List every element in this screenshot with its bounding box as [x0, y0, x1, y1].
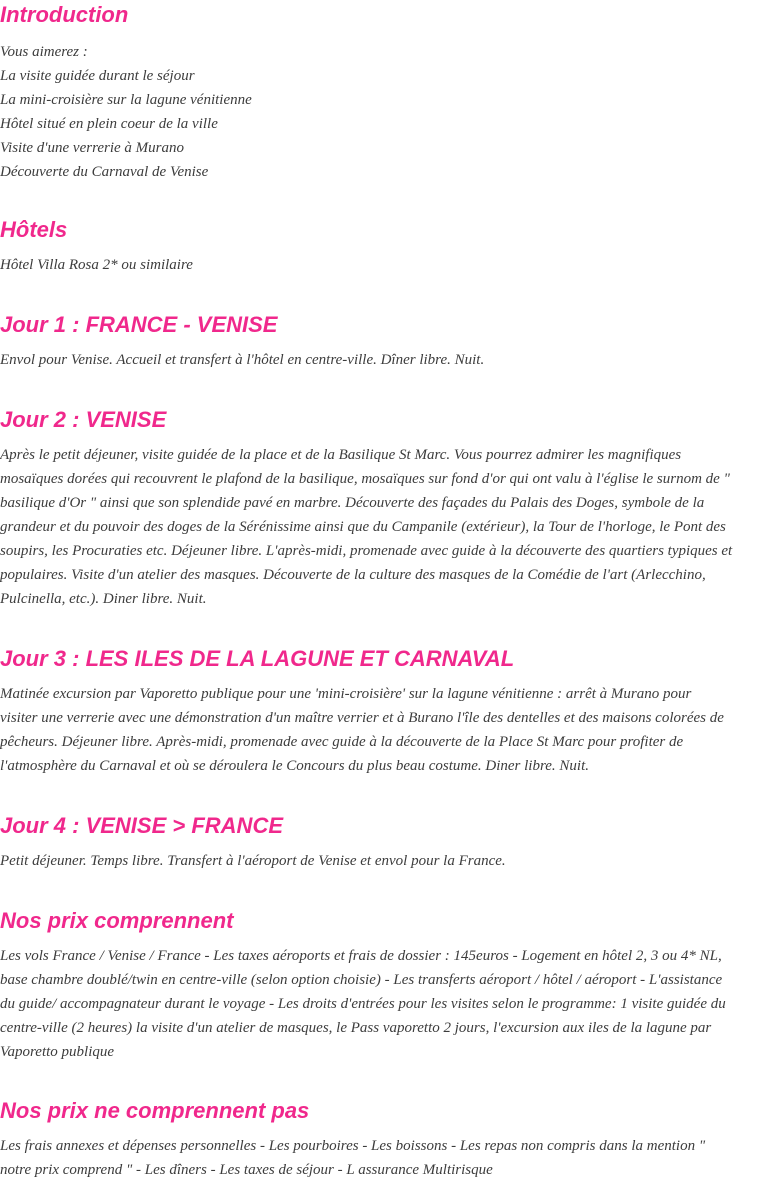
body-line: populaires. Visite d'un atelier des masques. Découverte de la culture des masques de la Comédie de l'art (Arlecchino,	[0, 567, 706, 583]
body-line: Vous aimerez :	[0, 44, 88, 60]
section-day-3	[0, 646, 724, 778]
body-line: Visite d'une verrerie à Murano	[0, 140, 184, 156]
body-line: Hôtel situé en plein coeur de la ville	[0, 116, 218, 132]
body-line: Matinée excursion par Vaporetto publique pour une 'mini-croisière' sur la lagune vénitienne : arrêt à Murano pour	[0, 686, 692, 702]
section-title: Jour 1 : FRANCE - VENISE	[0, 312, 278, 337]
section-price-excludes	[0, 1098, 705, 1182]
body-line: soupirs, les Procuraties etc. Déjeuner libre. L'après-midi, promenade avec guide à la découverte des quartiers typiques et	[0, 543, 733, 559]
section-day-2	[0, 407, 732, 611]
body-line: Hôtel Villa Rosa 2* ou similaire	[0, 257, 193, 273]
body-line: grandeur et du pouvoir des doges de la Sérénissime ainsi que du Campanile (extérieur), la Tour de l'horloge, le Pont des	[0, 519, 726, 535]
body-line: l'atmosphère du Carnaval et où se déroulera le Concours du plus beau costume. Diner libre. Nuit.	[0, 758, 589, 774]
section-body	[0, 1134, 705, 1182]
body-line: La mini-croisière sur la lagune vénitienne	[0, 92, 252, 108]
section-price-includes	[0, 908, 726, 1064]
body-line: notre prix comprend " - Les dîners - Les taxes de séjour - L assurance Multirisque	[0, 1162, 493, 1178]
body-line: Petit déjeuner. Temps libre. Transfert à l'aéroport de Venise et envol pour la France.	[0, 853, 506, 869]
body-line: centre-ville (2 heures) la visite d'un atelier de masques, le Pass vaporetto 2 jours, l'excursion aux iles de la lagune par	[0, 1020, 712, 1036]
section-body	[0, 682, 724, 778]
body-line: Vaporetto publique	[0, 1044, 115, 1060]
body-line: Les frais annexes et dépenses personnelles - Les pourboires - Les boissons - Les repas non compris dans la mention "	[0, 1138, 706, 1154]
body-line: Découverte du Carnaval de Venise	[0, 164, 209, 180]
section-body	[0, 40, 252, 184]
body-line: du guide/ accompagnateur durant le voyage - Les droits d'entrées pour les visites selon le programme: 1 visite guidée du	[0, 996, 726, 1012]
section-title: Introduction	[0, 2, 129, 27]
body-line: visiter une verrerie avec une démonstration d'un maître verrier et à Burano l'île des dentelles et des maisons colorées de	[0, 710, 724, 726]
body-line: Pulcinella, etc.). Diner libre. Nuit.	[0, 591, 207, 607]
section-title: Nos prix comprennent	[0, 908, 234, 933]
body-line: base chambre doublé/twin en centre-ville (selon option choisie) - Les transferts aéroport / hôtel / aéroport - L'assistance	[0, 972, 723, 988]
body-line: pêcheurs. Déjeuner libre. Après-midi, promenade avec guide à la découverte de la Place St Marc pour profiter de	[0, 734, 684, 750]
body-line: La visite guidée durant le séjour	[0, 68, 195, 84]
section-introduction	[0, 2, 252, 184]
body-line: Les vols France / Venise / France - Les taxes aéroports et frais de dossier : 145euros - Logement en hôtel 2, 3 ou 4* NL,	[0, 948, 722, 964]
body-line: Envol pour Venise. Accueil et transfert à l'hôtel en centre-ville. Dîner libre. Nuit.	[0, 352, 485, 368]
section-title: Nos prix ne comprennent pas	[0, 1098, 310, 1123]
section-body	[0, 849, 506, 873]
body-line: basilique d'Or " ainsi que son splendide pavé en marbre. Découverte des façades du Palais des Doges, symbole de la	[0, 495, 705, 511]
section-body	[0, 443, 732, 611]
section-title: Jour 2 : VENISE	[0, 407, 167, 432]
section-title: Jour 3 : LES ILES DE LA LAGUNE ET CARNAVAL	[0, 646, 515, 671]
section-day-1	[0, 312, 484, 372]
body-line: mosaïques dorées qui recouvrent le plafond de la basilique, mosaïques sur fond d'or qui ont valu à l'église le surnom de "	[0, 471, 730, 487]
section-title: Hôtels	[0, 217, 68, 242]
section-body	[0, 253, 193, 277]
section-body	[0, 944, 726, 1064]
section-body	[0, 348, 484, 372]
section-day-4	[0, 813, 506, 873]
body-line: Après le petit déjeuner, visite guidée de la place et de la Basilique St Marc. Vous pourrez admirer les magnifiques	[0, 447, 682, 463]
section-title: Jour 4 : VENISE > FRANCE	[0, 813, 284, 838]
section-hotels	[0, 217, 193, 277]
